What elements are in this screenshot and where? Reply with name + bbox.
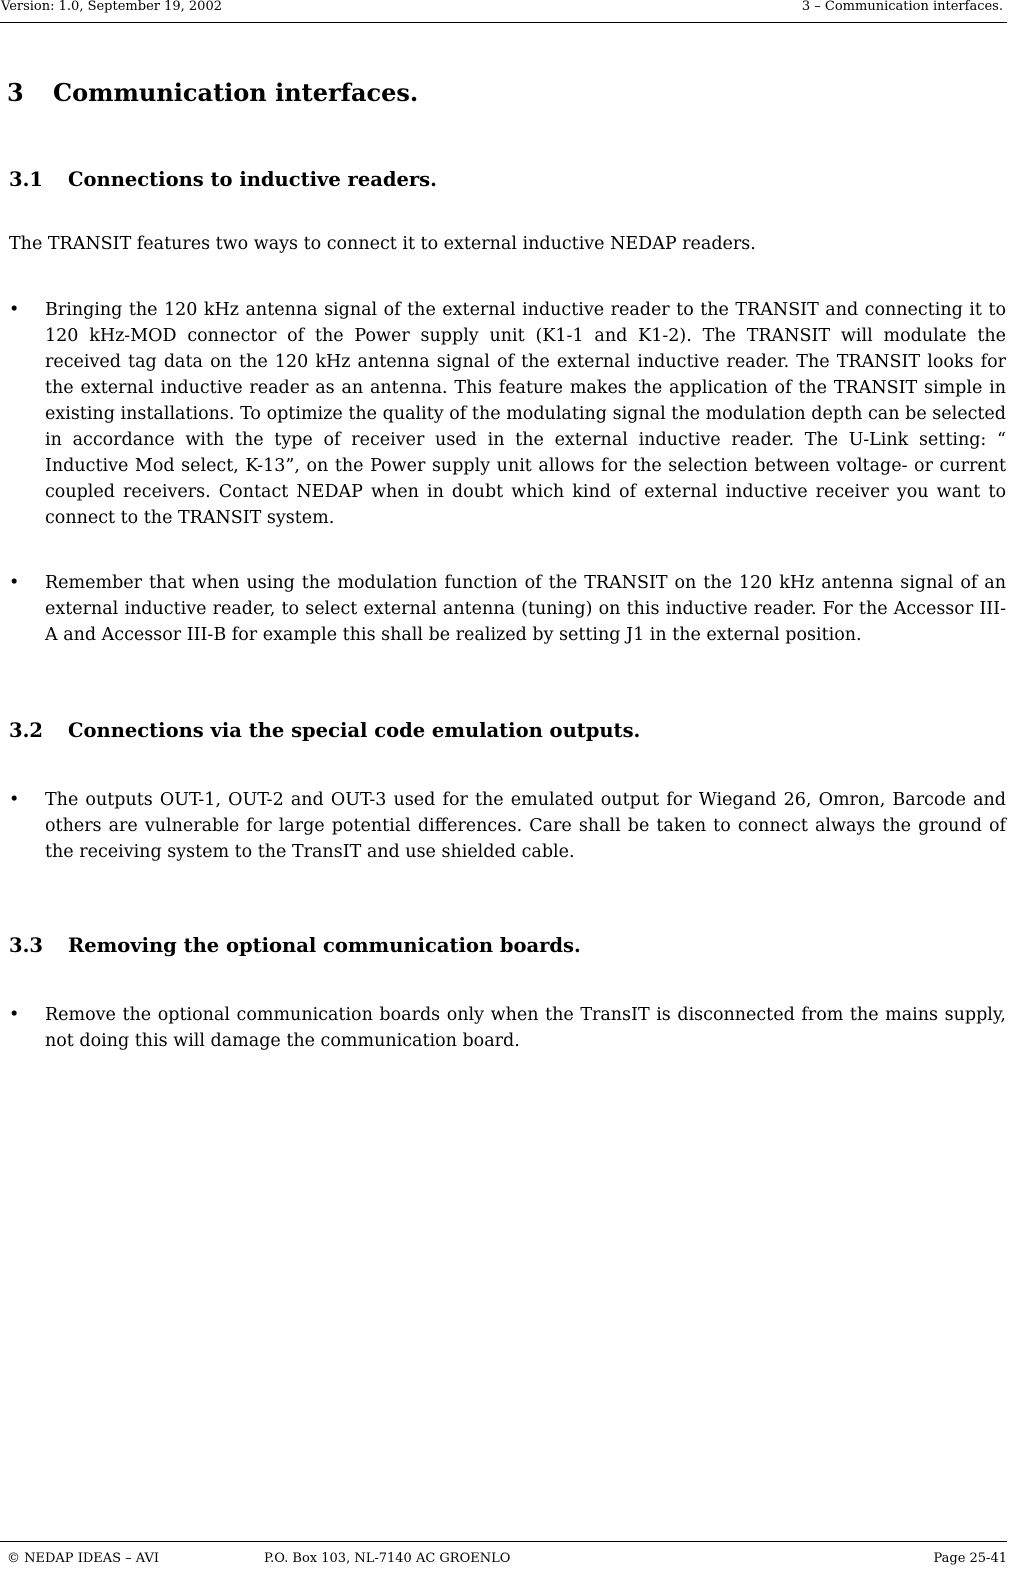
section-number: 3.2 bbox=[9, 719, 43, 742]
bullet-icon: • bbox=[9, 300, 20, 320]
section-number: 3.3 bbox=[9, 934, 43, 957]
bullet-text: Remember that when using the modulation function of the TRANSIT on the 120 kHz antenna signal of an external inductive reader, to select external antenna (tuning) on this inductive reader. For the Accessor III-A and Accessor III-B for example this shall be realized by setting J1 in the external position. bbox=[45, 573, 1006, 645]
bullet-text: Remove the optional communication boards only when the TransIT is disconnected from the mains supply, not doing this will damage the communication board. bbox=[45, 1005, 1006, 1051]
running-header bbox=[0, 0, 1007, 23]
section-title: Connections via the special code emulation outputs. bbox=[68, 719, 641, 742]
section-intro: The TRANSIT features two ways to connect it to external inductive NEDAP readers. bbox=[9, 234, 756, 254]
bullet-icon: • bbox=[9, 790, 20, 810]
section-title: Connections to inductive readers. bbox=[68, 168, 437, 191]
page-number: Page 25-41 bbox=[933, 1551, 1007, 1566]
bullet-item bbox=[9, 297, 1006, 531]
bullet-item bbox=[9, 1002, 1006, 1054]
copyright: © NEDAP IDEAS – AVI bbox=[7, 1551, 160, 1566]
chapter-title: Communication interfaces. bbox=[53, 78, 419, 107]
bullet-text: The outputs OUT-1, OUT-2 and OUT-3 used for the emulated output for Wiegand 26, Omron, Barcode and others are vulnerable for large potential differences. Care shall be taken to connect always the ground of the receiving system to the TransIT and use shielded cable. bbox=[45, 790, 1006, 862]
section-heading-3-3 bbox=[9, 933, 581, 959]
bullet-item bbox=[9, 787, 1006, 865]
section-number: 3.1 bbox=[9, 168, 43, 191]
chapter-reference: 3 – Communication interfaces. bbox=[801, 0, 1003, 14]
address: P.O. Box 103, NL-7140 AC GROENLO bbox=[264, 1551, 511, 1566]
bullet-icon: • bbox=[9, 573, 20, 593]
section-heading-3-1 bbox=[9, 167, 437, 193]
section-heading-3-2 bbox=[9, 718, 640, 744]
chapter-number: 3 bbox=[7, 78, 24, 107]
bullet-text: Bringing the 120 kHz antenna signal of the external inductive reader to the TRANSIT and connecting it to 120 kHz-MOD connector of the Power supply unit (K1-1 and K1-2). The TRANSIT will modulate the received tag data on the 120 kHz antenna signal of the external inductive reader. The TRANSIT looks for the external inductive reader as an antenna. This feature makes the application of the TRANSIT simple in existing installations. To optimize the quality of the modulating signal the modulation depth can be selected in accordance with the type of receiver used in the external inductive reader. The U-Link setting: “ Inductive Mod select, K-13”, on the Power supply unit allows for the selection between voltage- or current coupled receivers. Contact NEDAP when in doubt which kind of external inductive receiver you want to connect to the TRANSIT system. bbox=[45, 300, 1006, 528]
bullet-item bbox=[9, 570, 1006, 648]
version-date: Version: 1.0, September 19, 2002 bbox=[1, 0, 222, 14]
bullet-icon: • bbox=[9, 1005, 20, 1025]
running-footer bbox=[0, 1541, 1007, 1572]
section-title: Removing the optional communication boards. bbox=[68, 934, 581, 957]
chapter-heading bbox=[7, 78, 418, 108]
